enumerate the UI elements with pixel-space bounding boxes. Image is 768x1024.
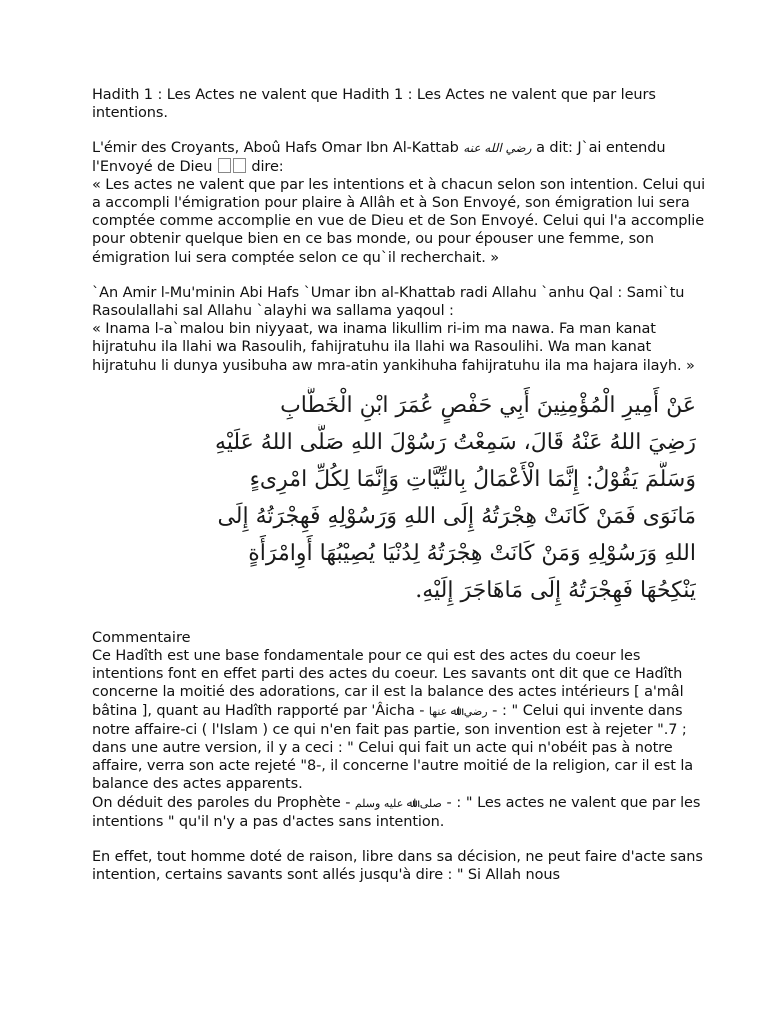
french-narration — [92, 139, 708, 266]
commentary-heading: Commentaire — [92, 629, 191, 646]
french-intro-part2: a dit: J`ai entendu l'Envoyé de Dieu — [92, 140, 666, 175]
commentary-text-c: On déduit des paroles du Prophète - — [92, 794, 355, 811]
commentary-text-a: Ce Hadîth est une base fondamentale pour ce qui est des actes du coeur les intentions font en effet parti des actes du coeur. Les savants ont dit que ce Hadîth concerne la moitié des adorations, car il est la balance des actes intérieurs [ a'mâl bâtina ], quant au Hadîth rapporté par 'Âicha - — [92, 648, 684, 719]
arabic-line: مَانَوَى فَمَنْ كَانَتْ هِجْرَتُهُ إِلَى اللهِ وَرَسُوْلِهِ فَهِجْرَتُهُ إِلَى — [217, 503, 696, 529]
transliteration — [92, 284, 708, 375]
spacer — [92, 267, 708, 284]
arabic-hadith-text — [92, 387, 696, 609]
arabic-line: يَنْكِحُهَا فَهِجْرَتُهُ إِلَى مَاهَاجَرَ إِلَيْهِ. — [415, 577, 696, 603]
commentary-text-b: - : " Celui qui invente dans notre affaire-ci ( l'Islam ) ce qui n'en fait pas partie, son invention est à rejeter ".7 ; dans une autre version, il y a ceci : " Celui qui fait un acte qui n'obéit pas à notre affaire, verra son acte rejeté "8-, il concerne l'autre moitié de la religion, car il est la balance des actes apparents. — [92, 702, 694, 793]
french-intro-part3: dire: — [246, 158, 284, 175]
salutation-glyph-icon — [218, 158, 231, 173]
honorific-calligraphy: رضي الله عنه — [463, 141, 532, 156]
french-hadith-quote: « Les actes ne valent que par les intentions et à chacun selon son intention. Celui qui a accompli l'émigration pour plaire à Allâh et à Son Envoyé, son émigration lui sera comptée comme accomplie en vue de Dieu et de Son Envoyé. Celui qui l'a accomplie pour obtenir quelque bien en ce bas monde, ou pour épouser une femme, son émigration lui sera comptée selon ce qu`il recherchait. » — [92, 176, 706, 266]
commentary-inline-arabic: ﺭﺿﻲ ﺍﷲ ﻋﻨﻬﺎ — [428, 704, 488, 718]
commentary-body — [92, 647, 708, 831]
arabic-line: رَضِيَ اللهُ عَنْهُ قَالَ، سَمِعْتُ رَسُوْلَ اللهِ صَلَّى اللهُ عَلَيْهِ — [214, 429, 696, 455]
commentary-continuation: En effet, tout homme doté de raison, libre dans sa décision, ne peut faire d'acte sans intention, certains savants sont allés jusqu'à dire : " Si Allah nous — [92, 849, 703, 884]
arabic-line: وَسَلَّمَ يَقُوْلُ: إِنَّمَا الْأَعْمَالُ بِالنِّيَّاتِ وَإِنَّمَا لِكُلِّ امْرِىءٍ — [249, 466, 696, 492]
transliteration-intro: `An Amir l-Mu'minin Abi Hafs `Umar ibn al-Khattab radi Allahu `anhu Qal : Sami`tu Rasoulallahi sal Allahu `alayhi wa sallama yaqoul : — [92, 284, 685, 320]
hadith-title: Hadith 1 : Les Actes ne valent que Hadith 1 : Les Actes ne valent que par leurs intentions. — [92, 87, 656, 122]
spacer — [92, 122, 708, 139]
commentary-inline-arabic: ﺻﻠﻰ ﺍﷲ ﻋﻠﻴﻪ ﻭﺳﻠﻢ — [354, 796, 442, 810]
french-intro-part1: L'émir des Croyants, Aboû Hafs Omar Ibn Al-Kattab — [92, 140, 464, 157]
commentary-text-d: - : " Les actes ne valent que par les intentions " qu'il n'y a pas d'actes sans intention. — [92, 794, 701, 830]
salutation-glyph-icon — [233, 158, 246, 173]
transliteration-quote: « Inama l-a`malou bin niyyaat, wa inama likullim ri-im ma nawa. Fa man kanat hijratuhu ila llahi wa Rasoulih, fahijratuhu ila llahi wa Rasoulihi. Wa man kanat hijratuhu li dunya yusibuha aw mra-atin yankihuha fahijratuhu ila ma hajara ilayh. » — [92, 321, 695, 374]
arabic-line: اللهِ وَرَسُوْلِهِ وَمَنْ كَانَتْ هِجْرَتُهُ لِدُنْيَا يُصِيْبُهَا أَوِامْرَأَةٍ — [248, 540, 696, 566]
arabic-line: عَنْ أَمِيرِ الْمُؤْمِنِينَ أَبِي حَفْصٍ عُمَرَ ابْنِ الْخَطَّابِ — [280, 392, 696, 418]
spacer — [92, 831, 708, 848]
